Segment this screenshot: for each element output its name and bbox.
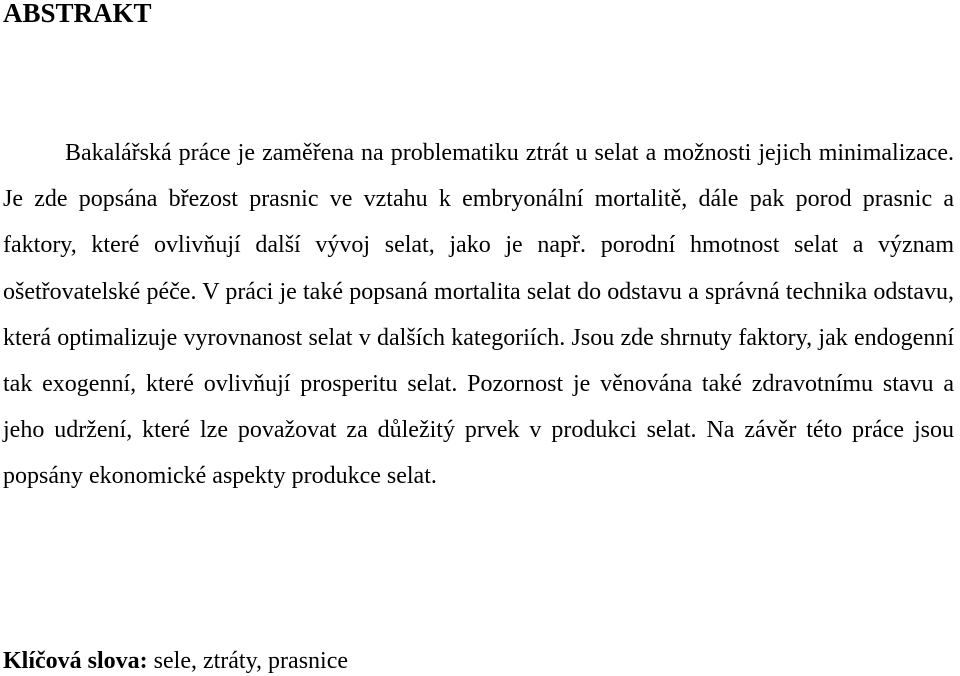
keywords-line [3, 646, 348, 676]
abstract-paragraph: Bakalářská práce je zaměřena na problematiku ztrát u selat a možnosti jejich minimalizace. Je zde popsána březost prasnic ve vztahu k embryonální mortalitě, dále pak porod prasnic a faktory, které ovlivňují další vývoj selat, jako je např. porodní hmotnost selat a význam ošetřovatelské péče. V práci je také popsaná mortalita selat do odstavu a správná technika odstavu, která optimalizuje vyrovnanost selat v dalších kategoriích. Jsou zde shrnuty faktory, jak endogenní tak exogenní, které ovlivňují prosperitu selat. Pozornost je věnována také zdravotnímu stavu a jeho udržení, které lze považovat za důležitý prvek v produkci selat. Na závěr této práce jsou popsány ekonomické aspekty produkce selat. [3, 140, 954, 490]
keywords-label: Klíčová slova: [3, 648, 148, 674]
keywords-value: sele, ztráty, prasnice [153, 648, 348, 674]
abstract-heading: ABSTRAKT [3, 0, 152, 28]
